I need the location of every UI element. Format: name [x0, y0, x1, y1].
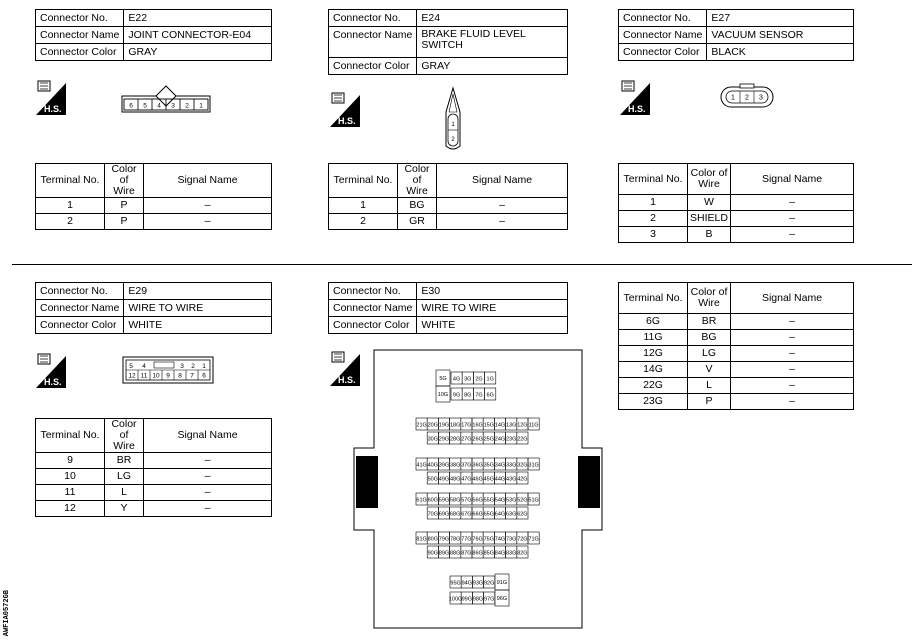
table-row	[36, 453, 272, 469]
wire-color-cell: BR	[105, 453, 144, 469]
pin-label: 87G	[461, 550, 472, 557]
figure-code: AWFIA0572GB	[3, 590, 11, 637]
connector-no-label: Connector No.	[619, 10, 707, 27]
pin-label: 58G	[449, 497, 461, 504]
pin-label: 34G	[494, 462, 506, 469]
table-row	[329, 198, 568, 214]
wire-color-cell: SHIELD	[688, 211, 731, 227]
table-row	[619, 195, 854, 211]
connector-no-value: E29	[124, 283, 272, 300]
pin-label: 8G	[464, 392, 472, 399]
color-of-wire-header: Color of Wire	[105, 164, 144, 198]
pin-label: 66G	[472, 511, 483, 518]
e30-terminal-table	[618, 282, 854, 410]
pin-label: 95G	[450, 580, 461, 587]
table-row	[619, 227, 854, 243]
pin-label: 25G	[483, 436, 495, 443]
connector-color-value: BLACK	[707, 44, 854, 61]
signal-name-header: Signal Name	[144, 164, 272, 198]
svg-text:H.S.: H.S.	[338, 375, 356, 385]
pin-label: 93G	[472, 580, 484, 587]
connector-name-value: BRAKE FLUID LEVEL SWITCH	[417, 27, 568, 58]
signal-name-cell: –	[731, 346, 854, 362]
pin-label: 46G	[472, 476, 483, 483]
pin-label: 94G	[461, 580, 473, 587]
terminal-no-header: Terminal No.	[36, 419, 105, 453]
connector-name-value: WIRE TO WIRE	[417, 300, 568, 317]
table-row	[619, 211, 854, 227]
pin-label: 12G	[517, 422, 528, 429]
pin-label: 29G	[438, 436, 450, 443]
wire-color-cell: P	[688, 394, 731, 410]
table-row	[36, 214, 272, 230]
signal-name-cell: –	[731, 330, 854, 346]
pin-label: 1	[202, 363, 206, 370]
pin-label: 2	[191, 363, 195, 370]
pin-label: 69G	[438, 511, 450, 518]
hs-icon	[36, 352, 66, 388]
pin-label: 49G	[438, 476, 450, 483]
pin-label: 4	[157, 102, 161, 110]
wire-color-cell: V	[688, 362, 731, 378]
pin-label: 20G	[427, 422, 439, 429]
terminal-no-header: Terminal No.	[36, 164, 105, 198]
hs-icon	[620, 79, 650, 115]
connector-color-label: Connector Color	[329, 58, 417, 75]
wire-color-cell: GR	[398, 214, 437, 230]
pin-label: 52G	[517, 497, 528, 504]
pin-label: 10G	[437, 392, 449, 398]
pin-label: 22G	[517, 436, 528, 443]
pin-label: 62G	[517, 511, 528, 518]
pin-label: 5	[143, 102, 147, 110]
pin-label: 26G	[472, 436, 483, 443]
connector-name-label: Connector Name	[329, 300, 417, 317]
pin-label: 28G	[449, 436, 461, 443]
terminal-no-cell: 1	[619, 195, 688, 211]
pin-label: 24G	[494, 436, 506, 443]
pin-label: 40G	[427, 462, 439, 469]
connector-no-value: E30	[417, 283, 568, 300]
table-row	[36, 469, 272, 485]
pin-label: 98G	[472, 596, 484, 603]
pin-label: 18G	[449, 422, 461, 429]
pin-label: 39G	[438, 462, 450, 469]
connector-name-label: Connector Name	[36, 300, 124, 317]
terminal-no-cell: 23G	[619, 394, 688, 410]
wire-color-cell: P	[105, 214, 144, 230]
connector-color-label: Connector Color	[619, 44, 707, 61]
pin-label: 5G	[439, 376, 447, 382]
table-row	[329, 214, 568, 230]
e24-connector-icon	[438, 86, 468, 154]
connector-name-label: Connector Name	[36, 27, 124, 44]
connector-no-label: Connector No.	[36, 283, 124, 300]
signal-name-cell: –	[731, 362, 854, 378]
signal-name-cell: –	[144, 214, 272, 230]
pin-label: 36G	[472, 462, 483, 469]
signal-name-cell: –	[144, 501, 272, 517]
terminal-no-cell: 2	[619, 211, 688, 227]
table-row	[619, 378, 854, 394]
pin-label: 59G	[438, 497, 450, 504]
pin-label: 55G	[483, 497, 495, 504]
pin-label: 33G	[505, 462, 517, 469]
terminal-no-cell: 12G	[619, 346, 688, 362]
pin-label: 6	[129, 102, 133, 110]
terminal-no-cell: 3	[619, 227, 688, 243]
e30-info-table	[328, 282, 568, 334]
pin-label: 27G	[461, 436, 472, 443]
pin-label: 2	[185, 102, 189, 110]
pin-label: 77G	[461, 536, 472, 543]
pin-label: 42G	[517, 476, 528, 483]
pin-label: 91G	[496, 580, 508, 586]
pin-label: 8	[178, 372, 182, 380]
table-row	[619, 394, 854, 410]
pin-label: 96G	[496, 596, 508, 602]
wire-color-cell: BG	[398, 198, 437, 214]
connector-color-value: WHITE	[417, 317, 568, 334]
pin-label: 37G	[461, 462, 472, 469]
terminal-no-cell: 6G	[619, 314, 688, 330]
pin-label: 3	[759, 94, 763, 102]
pin-label: 82G	[517, 550, 528, 557]
pin-label: 31G	[528, 462, 539, 469]
signal-name-cell: –	[144, 453, 272, 469]
pin-label: 68G	[449, 511, 461, 518]
table-row	[619, 362, 854, 378]
pin-label: 70G	[427, 511, 439, 518]
pin-label: 19G	[438, 422, 450, 429]
terminal-no-cell: 9	[36, 453, 105, 469]
e24-terminal-table	[328, 163, 568, 230]
pin-label: 63G	[505, 511, 517, 518]
pin-label: 3G	[464, 376, 472, 383]
pin-label: 2G	[475, 376, 483, 383]
pin-label: 75G	[483, 536, 495, 543]
svg-text:H.S.: H.S.	[44, 377, 62, 387]
connector-color-value: WHITE	[124, 317, 272, 334]
pin-label: 1	[451, 122, 455, 128]
signal-name-cell: –	[731, 227, 854, 243]
color-of-wire-header: Color of Wire	[688, 283, 731, 314]
pin-label: 83G	[505, 550, 517, 557]
pin-label: 71G	[528, 536, 539, 543]
wire-color-cell: L	[105, 485, 144, 501]
e22-info-table	[35, 9, 272, 61]
terminal-no-header: Terminal No.	[329, 164, 398, 198]
pin-label: 72G	[517, 536, 528, 543]
connector-no-value: E27	[707, 10, 854, 27]
terminal-no-cell: 22G	[619, 378, 688, 394]
pin-label: 7	[190, 372, 194, 380]
pin-label: 16G	[472, 422, 483, 429]
connector-name-value: VACUUM SENSOR	[707, 27, 854, 44]
pin-label: 61G	[416, 497, 427, 504]
pin-label: 4	[142, 363, 146, 370]
table-row	[619, 314, 854, 330]
color-of-wire-header: Color of Wire	[688, 164, 731, 195]
signal-name-header: Signal Name	[731, 283, 854, 314]
pin-label: 3	[171, 102, 175, 110]
pin-label: 90G	[427, 550, 439, 557]
pin-label: 54G	[494, 497, 506, 504]
pin-label: 60G	[427, 497, 439, 504]
connector-no-label: Connector No.	[329, 10, 417, 27]
e29-connector-icon	[122, 356, 214, 384]
pin-label: 64G	[494, 511, 506, 518]
signal-name-cell: –	[144, 485, 272, 501]
signal-name-header: Signal Name	[731, 164, 854, 195]
pin-label: 89G	[438, 550, 450, 557]
color-of-wire-header: Color of Wire	[105, 419, 144, 453]
pin-label: 2	[451, 137, 455, 143]
pin-label: 14G	[494, 422, 506, 429]
table-row	[36, 485, 272, 501]
pin-label: 5	[129, 363, 133, 370]
pin-label: 9	[166, 372, 170, 380]
pin-label: 88G	[449, 550, 461, 557]
pin-label: 13G	[505, 422, 517, 429]
pin-label: 3	[180, 363, 184, 370]
pin-label: 10	[152, 372, 160, 380]
terminal-no-cell: 11	[36, 485, 105, 501]
terminal-no-cell: 10	[36, 469, 105, 485]
pin-label: 57G	[461, 497, 472, 504]
pin-label: 65G	[483, 511, 495, 518]
pin-label: 76G	[472, 536, 483, 543]
e29-info-table	[35, 282, 272, 334]
pin-label: 1	[199, 102, 203, 110]
connector-color-value: GRAY	[417, 58, 568, 75]
table-row	[619, 346, 854, 362]
pin-label: 7G	[475, 392, 483, 399]
pin-label: 51G	[528, 497, 539, 504]
svg-text:H.S.: H.S.	[44, 104, 62, 114]
pin-label: 81G	[416, 536, 427, 543]
connector-color-label: Connector Color	[36, 317, 124, 334]
pin-label: 73G	[505, 536, 517, 543]
pin-label: 4G	[452, 376, 461, 383]
signal-name-header: Signal Name	[437, 164, 568, 198]
table-row	[36, 501, 272, 517]
pin-label: 21G	[416, 422, 427, 429]
signal-name-cell: –	[144, 198, 272, 214]
terminal-no-header: Terminal No.	[619, 164, 688, 195]
connector-name-value: WIRE TO WIRE	[124, 300, 272, 317]
connector-no-label: Connector No.	[329, 283, 417, 300]
pin-label: 9G	[452, 392, 461, 399]
wire-color-cell: W	[688, 195, 731, 211]
connector-color-label: Connector Color	[329, 317, 417, 334]
pin-label: 92G	[483, 580, 495, 587]
pin-label: 67G	[461, 511, 472, 518]
e29-terminal-table	[35, 418, 272, 517]
pin-label: 100G	[448, 596, 463, 603]
wire-color-cell: B	[688, 227, 731, 243]
connector-name-value: JOINT CONNECTOR-E04	[124, 27, 272, 44]
svg-text:H.S.: H.S.	[338, 116, 356, 126]
pin-label: 56G	[472, 497, 483, 504]
signal-name-cell: –	[144, 469, 272, 485]
table-row	[619, 330, 854, 346]
e30-connector-icon	[346, 348, 610, 630]
pin-label: 11G	[528, 422, 539, 429]
terminal-no-cell: 12	[36, 501, 105, 517]
pin-label: 48G	[449, 476, 461, 483]
hs-icon	[330, 91, 360, 127]
pin-label: 99G	[461, 596, 473, 603]
connector-no-value: E24	[417, 10, 568, 27]
wire-color-cell: L	[688, 378, 731, 394]
connector-name-label: Connector Name	[329, 27, 417, 58]
e27-connector-icon	[720, 83, 774, 109]
e27-terminal-table	[618, 163, 854, 243]
wire-color-cell: BR	[688, 314, 731, 330]
terminal-no-cell: 2	[36, 214, 105, 230]
pin-label: 44G	[494, 476, 506, 483]
pin-label: 6G	[486, 392, 494, 399]
pin-label: 80G	[427, 536, 439, 543]
wire-color-cell: Y	[105, 501, 144, 517]
connector-name-label: Connector Name	[619, 27, 707, 44]
table-row	[36, 198, 272, 214]
terminal-no-cell: 2	[329, 214, 398, 230]
pin-label: 97G	[483, 596, 495, 603]
pin-label: 2	[745, 94, 749, 102]
connector-no-value: E22	[124, 10, 272, 27]
signal-name-cell: –	[437, 198, 568, 214]
pin-label: 78G	[449, 536, 461, 543]
pin-label: 12	[128, 372, 136, 380]
pin-label: 17G	[461, 422, 472, 429]
hs-icon	[36, 79, 66, 115]
signal-name-cell: –	[731, 211, 854, 227]
signal-name-cell: –	[437, 214, 568, 230]
connector-color-value: GRAY	[124, 44, 272, 61]
signal-name-cell: –	[731, 394, 854, 410]
wire-color-cell: LG	[688, 346, 731, 362]
signal-name-header: Signal Name	[144, 419, 272, 453]
e27-info-table	[618, 9, 854, 61]
pin-label: 11	[140, 372, 148, 380]
pin-label: 43G	[505, 476, 517, 483]
pin-label: 6	[202, 372, 206, 380]
terminal-no-cell: 14G	[619, 362, 688, 378]
section-divider	[12, 264, 912, 265]
pin-label: 85G	[483, 550, 495, 557]
connector-color-label: Connector Color	[36, 44, 124, 61]
pin-label: 35G	[483, 462, 495, 469]
pin-label: 79G	[438, 536, 450, 543]
pin-label: 45G	[483, 476, 495, 483]
e24-info-table	[328, 9, 568, 75]
color-of-wire-header: Color of Wire	[398, 164, 437, 198]
pin-label: 1G	[486, 376, 494, 383]
svg-text:H.S.: H.S.	[628, 104, 646, 114]
pin-label: 15G	[483, 422, 495, 429]
e22-terminal-table	[35, 163, 272, 230]
signal-name-cell: –	[731, 314, 854, 330]
pin-label: 84G	[494, 550, 506, 557]
terminal-no-header: Terminal No.	[619, 283, 688, 314]
terminal-no-cell: 1	[329, 198, 398, 214]
e22-connector-icon	[120, 82, 212, 114]
wire-color-cell: P	[105, 198, 144, 214]
pin-label: 30G	[427, 436, 439, 443]
terminal-no-cell: 11G	[619, 330, 688, 346]
pin-label: 1	[731, 94, 735, 102]
signal-name-cell: –	[731, 378, 854, 394]
wire-color-cell: LG	[105, 469, 144, 485]
pin-label: 74G	[494, 536, 506, 543]
signal-name-cell: –	[731, 195, 854, 211]
terminal-no-cell: 1	[36, 198, 105, 214]
pin-label: 50G	[427, 476, 439, 483]
pin-label: 32G	[517, 462, 528, 469]
connector-no-label: Connector No.	[36, 10, 124, 27]
pin-label: 38G	[449, 462, 461, 469]
wire-color-cell: BG	[688, 330, 731, 346]
pin-label: 53G	[505, 497, 517, 504]
pin-label: 47G	[461, 476, 472, 483]
pin-label: 41G	[416, 462, 427, 469]
pin-label: 86G	[472, 550, 483, 557]
pin-label: 23G	[505, 436, 517, 443]
